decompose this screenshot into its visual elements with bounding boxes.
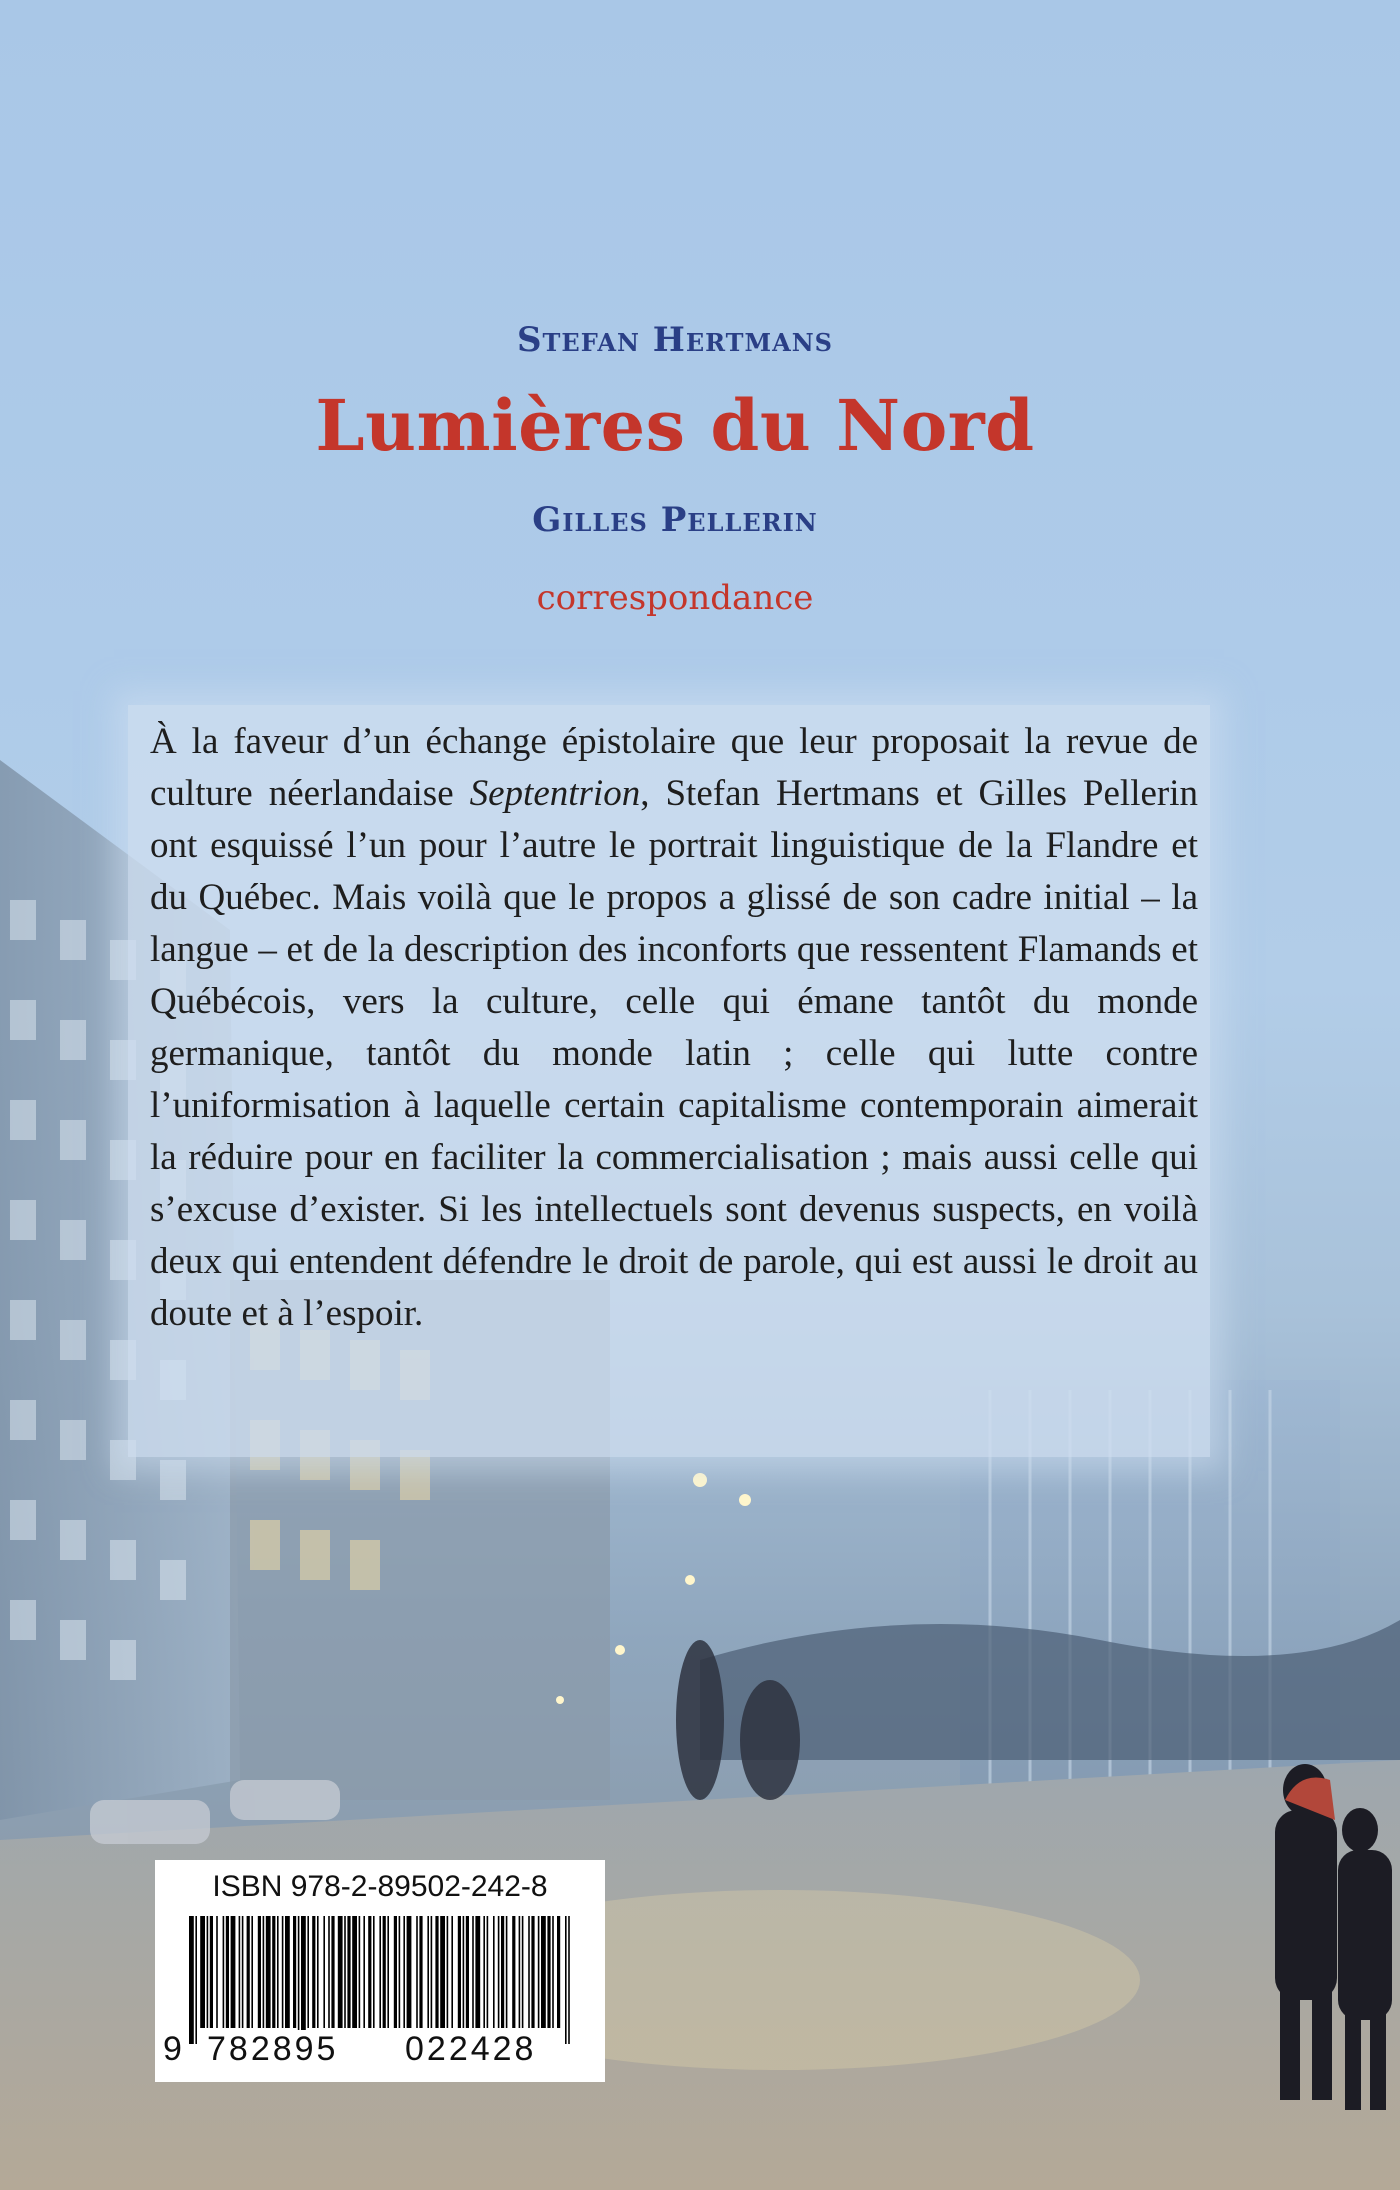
- barcode-bar: [552, 1916, 554, 2028]
- barcode-bar: [258, 1916, 261, 2028]
- barcode-digits-left: 782895: [203, 2030, 342, 2069]
- barcode-bar: [263, 1916, 265, 2028]
- barcode-bar: [251, 1916, 253, 2028]
- barcode-bar: [301, 1916, 306, 2044]
- barcode-bar: [531, 1916, 534, 2028]
- barcode-bar: [519, 1916, 521, 2028]
- barcode-bar: [200, 1916, 205, 2028]
- blurb-part-1: À la faveur d’un échange épistolaire que leur proposait la revue de culture néerlandaise: [150, 721, 1198, 814]
- barcode-bar: [338, 1916, 343, 2028]
- barcode-bar: [501, 1916, 504, 2028]
- barcode-bar: [231, 1916, 236, 2028]
- barcode-bar: [512, 1916, 515, 2028]
- barcode-digit-lead: 9: [163, 2030, 182, 2068]
- barcode-bars: [185, 1916, 575, 2046]
- barcode-bar: [447, 1916, 449, 2028]
- book-title: Lumières du Nord: [315, 384, 1035, 467]
- barcode-bar: [272, 1916, 275, 2028]
- barcode-bar: [368, 1916, 371, 2028]
- barcode-bar: [285, 1916, 290, 2028]
- isbn-barcode: [155, 1860, 605, 2082]
- barcode-bar: [195, 1916, 197, 2044]
- barcode-bar: [210, 1916, 213, 2028]
- barcode-bar: [223, 1916, 225, 2028]
- barcode-bar: [226, 1916, 229, 2028]
- barcode-bar: [435, 1916, 438, 2028]
- isbn-label: ISBN 978-2-89502-242-8: [212, 1870, 548, 1903]
- barcode-bar: [458, 1916, 461, 2028]
- barcode-bar: [475, 1916, 480, 2028]
- barcode-bar: [328, 1916, 330, 2028]
- barcode-bar: [293, 1916, 296, 2028]
- barcode-bar: [528, 1916, 530, 2028]
- barcode-bar: [207, 1916, 209, 2028]
- barcode-bar: [352, 1916, 357, 2028]
- barcode-bar: [312, 1916, 315, 2028]
- barcode-bar: [331, 1916, 334, 2028]
- barcode-bar: [344, 1916, 346, 2028]
- barcode-bar: [466, 1916, 469, 2028]
- barcode-bar: [416, 1916, 418, 2028]
- barcode-bar: [242, 1916, 244, 2028]
- barcode-bar: [487, 1916, 489, 2028]
- barcode-bar: [506, 1916, 508, 2028]
- barcode-bar: [399, 1916, 401, 2028]
- barcode-bar: [359, 1916, 361, 2028]
- barcode-bar: [323, 1916, 325, 2028]
- barcode-bar: [216, 1916, 218, 2028]
- barcode-bar: [419, 1916, 422, 2028]
- barcode-bar: [394, 1916, 397, 2028]
- barcode-bar: [277, 1916, 279, 2028]
- barcode-bar: [373, 1916, 375, 2028]
- barcode-bar: [403, 1916, 405, 2028]
- barcode-bar: [427, 1916, 429, 2028]
- barcode-bar: [538, 1916, 540, 2028]
- barcode-bar: [347, 1916, 350, 2028]
- barcode-bar: [547, 1916, 550, 2028]
- author-name-gilles-pellerin: Gilles Pellerin: [532, 500, 818, 540]
- journal-name: Septentrion: [469, 773, 641, 814]
- barcode-bar: [541, 1916, 546, 2028]
- blurb-part-2: , Stefan Hertmans et Gilles Pellerin ont esquissé l’un pour l’autre le portrait linguistique de la Flandre et du Québec. Mais voilà que le propos a glissé de son cadre initial – la langue – et de la description des inconforts que ressentent Flamands et Québécois, vers la culture, celle qui émane tantôt du monde germanique, tantôt du monde latin ; celle qui lutte contre l’uniformisation à laquelle certain capitalisme contemporain aimerait la réduire pour en faciliter la commercialisation ; mais aussi celle qui s’excuse d’exister. Si les intellectuels sont devenus suspects, en voilà deux qui entendent défendre le droit de parole, qui est aussi le droit au doute et à l’espoir.: [150, 773, 1198, 1334]
- barcode-bar: [239, 1916, 241, 2028]
- genre-label: correspondance: [536, 578, 814, 618]
- barcode-bar: [440, 1916, 445, 2028]
- blurb-text: [150, 716, 1198, 1340]
- barcode-bar: [266, 1916, 271, 2028]
- barcode-bar: [247, 1916, 250, 2028]
- barcode-bar: [522, 1916, 524, 2028]
- barcode-bar: [463, 1916, 465, 2028]
- barcode-bar: [565, 1916, 567, 2044]
- barcode-bar: [387, 1916, 389, 2028]
- barcode-bar: [493, 1916, 495, 2028]
- barcode-bar: [557, 1916, 560, 2028]
- barcode-bar: [451, 1916, 453, 2028]
- barcode-bar: [472, 1916, 474, 2028]
- barcode-digits-right: 022428: [401, 2030, 540, 2069]
- barcode-bar: [317, 1916, 319, 2028]
- barcode-bar: [407, 1916, 412, 2028]
- barcode-bar: [568, 1916, 570, 2044]
- barcode-bar: [298, 1916, 300, 2044]
- barcode-bar: [189, 1916, 194, 2044]
- barcode-bar: [383, 1916, 386, 2028]
- barcode-bar: [363, 1916, 365, 2028]
- barcode-bar: [431, 1916, 433, 2028]
- author-name-stefan-hertmans: Stefan Hertmans: [517, 320, 833, 360]
- barcode-bar: [498, 1916, 500, 2028]
- barcode-bar: [379, 1916, 381, 2028]
- barcode-bar: [307, 1916, 309, 2028]
- barcode-bar: [282, 1916, 284, 2028]
- barcode-bar: [483, 1916, 485, 2028]
